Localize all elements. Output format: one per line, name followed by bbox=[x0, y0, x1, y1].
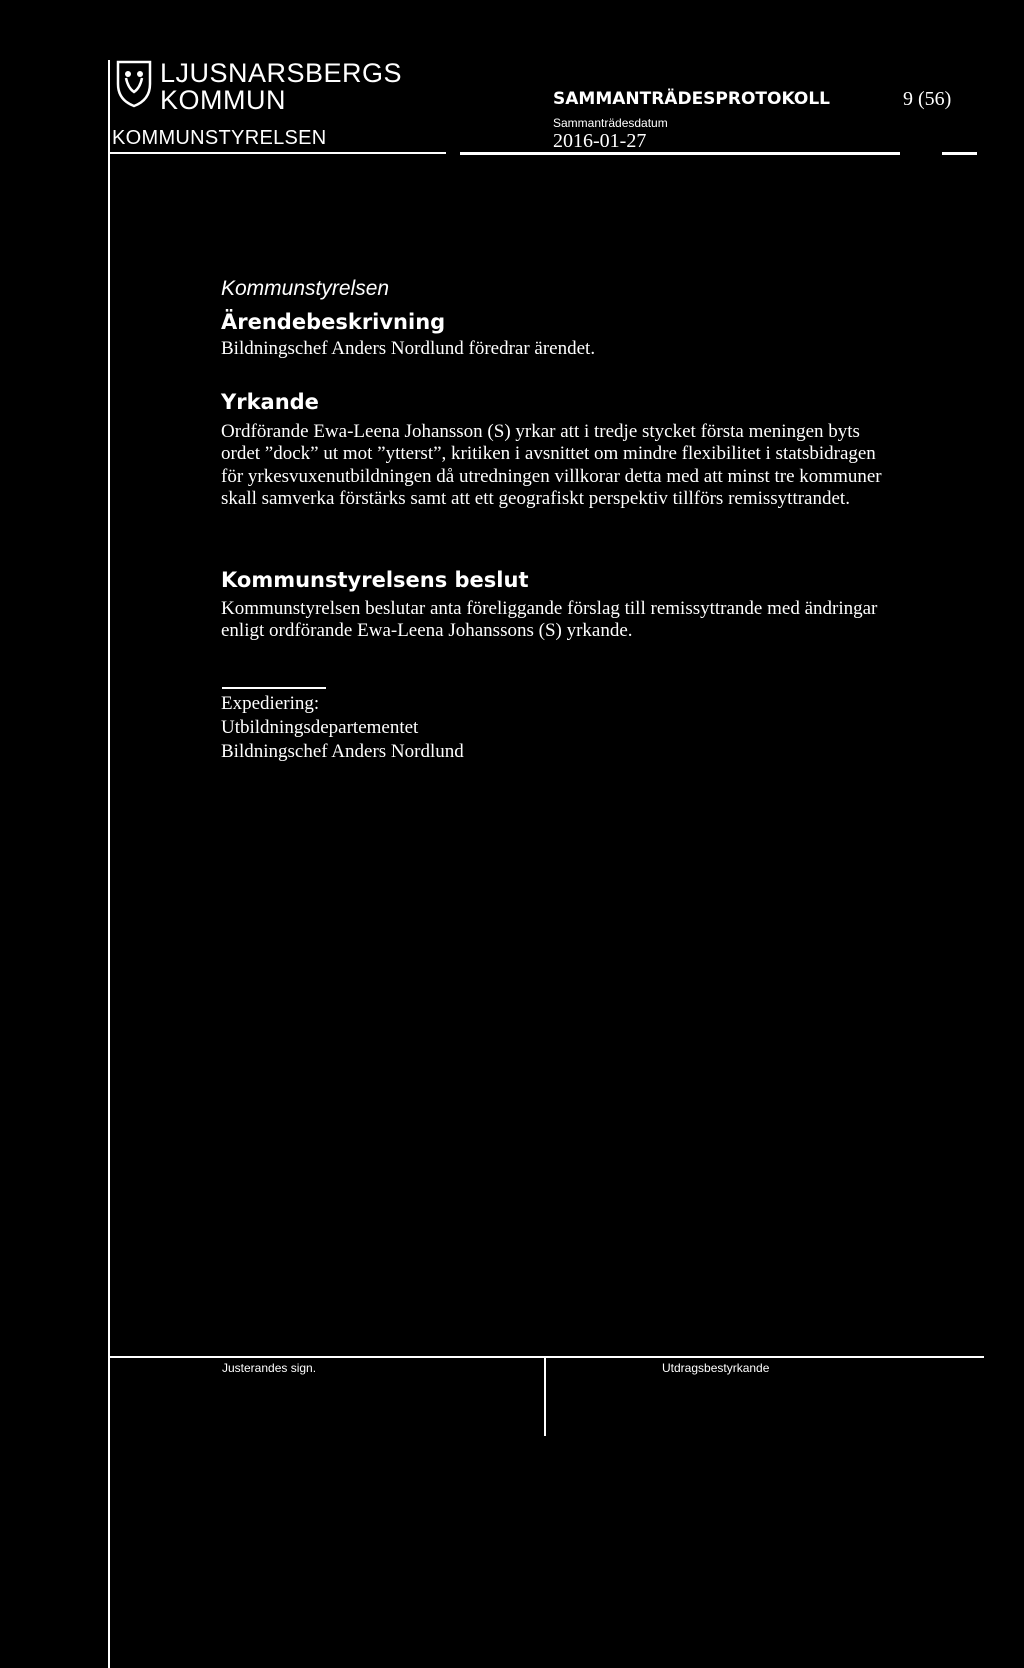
org-type: KOMMUN bbox=[160, 85, 286, 115]
footer-rule bbox=[108, 1356, 984, 1358]
date-label: Sammanträdesdatum bbox=[553, 116, 668, 130]
kommun-logo-icon bbox=[112, 58, 156, 108]
meeting-date: 2016-01-27 bbox=[553, 130, 647, 152]
section-label: Kommunstyrelsen bbox=[221, 277, 390, 300]
document-type: SAMMANTRÄDESPROTOKOLL bbox=[553, 89, 831, 109]
beslut-heading: Kommunstyrelsens beslut bbox=[221, 568, 529, 592]
arende-heading: Ärendebeskrivning bbox=[221, 310, 446, 334]
expediering-recipient: Bildningschef Anders Nordlund bbox=[221, 741, 464, 762]
left-margin-rule bbox=[108, 60, 110, 1668]
arende-text: Bildningschef Anders Nordlund föredrar ärendet. bbox=[221, 338, 596, 359]
org-name: LJUSNARSBERGS bbox=[160, 58, 403, 88]
yrkande-text: Ordförande Ewa-Leena Johansson (S) yrkar att i tredje stycket första meningen byts ordet ”dock” ut mot ”ytterst”, kritiken i avsnittet om mindre flexibilitet i statsbidragen för yrkesvuxenutbildningen då utredningen villkorar detta med att minst tre kommuner skall samverka förstärks samt att ett geografiskt perspektiv tillförs remissyttrandet. bbox=[221, 421, 882, 510]
yrkande-heading: Yrkande bbox=[221, 390, 319, 414]
expediering-label: Expediering: bbox=[221, 693, 320, 714]
footer-divider bbox=[544, 1356, 546, 1436]
expediering-recipient: Utbildningsdepartementet bbox=[221, 717, 419, 738]
page-number: 9 (56) bbox=[903, 88, 952, 110]
header-rule-end bbox=[942, 152, 977, 155]
justerandes-sign-label: Justerandes sign. bbox=[222, 1361, 317, 1375]
expediering-rule bbox=[222, 687, 326, 689]
beslut-text: Kommunstyrelsen beslutar anta föreliggande förslag till remissyttrande med ändringar enligt ordförande Ewa-Leena Johanssons (S) yrkande. bbox=[221, 598, 878, 642]
header-rule-right bbox=[460, 152, 900, 155]
header-rule-left bbox=[108, 152, 446, 154]
department-name: KOMMUNSTYRELSEN bbox=[112, 127, 327, 149]
utdragsbestyrkande-label: Utdragsbestyrkande bbox=[662, 1361, 770, 1375]
